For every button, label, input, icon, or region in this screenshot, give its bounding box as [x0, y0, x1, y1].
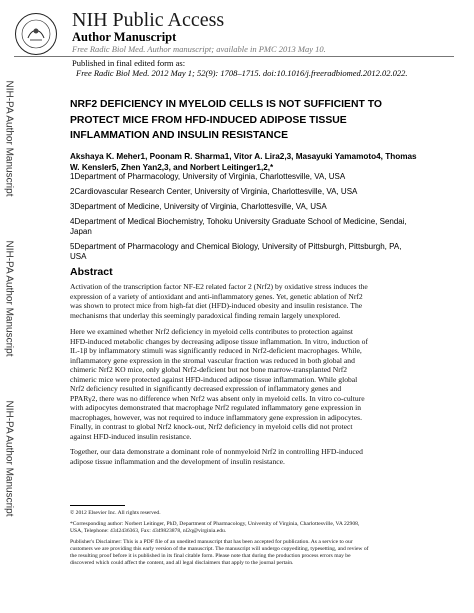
copyright-note: © 2012 Elsevier Inc. All rights reserved. [70, 510, 161, 516]
abstract-line: Finally, in contrast to global Nrf2 knock-out, Nrf2 deficiency in myeloid cells did not protect [70, 422, 353, 431]
published-label: Published in final edited form as: [72, 58, 186, 68]
side-label-middle [2, 218, 16, 378]
abstract-line: IL-1β by inflammatory stimuli was significantly reduced in Nrf2-deficient macrophages. While, [70, 346, 362, 355]
abstract-paragraph [70, 447, 415, 466]
affiliation-item-cont: Japan [70, 227, 92, 236]
footnote-line: customers we are providing this early version of the manuscript. The manuscript will undergo copyediting, typesetting, and review of [70, 546, 369, 552]
side-label-text: NIH-PA Author Manuscript [3, 240, 15, 356]
footnote-line: USA, Telephone: 4342436363, Fax: 4349823878, nl2q@virginia.edu. [70, 528, 227, 534]
article-title [70, 97, 410, 144]
publisher-disclaimer [70, 539, 415, 567]
author-line: Akshaya K. Meher1, Poonam R. Sharma1, Vitor A. Lira2,3, Masayuki Yamamoto4, Thomas [70, 152, 417, 161]
abstract-line: inflammatory gene expression in the stromal vascular fraction was reduced in both global and [70, 355, 355, 365]
title-line: INFLAMMATION AND INSULIN RESISTANCE [70, 130, 288, 141]
title-line: NRF2 DEFICIENCY IN MYELOID CELLS IS NOT SUFFICIENT TO [70, 99, 382, 110]
header-citation: Free Radic Biol Med. Author manuscript; available in PMC 2013 May 10. [72, 44, 326, 54]
abstract-line: Nrf2 deficiency resulted in significantly decreased expression of inflammatory genes and [70, 384, 342, 393]
affiliation-item: 1Department of Pharmacology, University of Virginia, Charlottesville, VA, USA [70, 172, 346, 181]
affiliation-item: 3Department of Medicine, University of Virginia, Charlottesville, VA, USA [70, 202, 327, 211]
author-list [70, 152, 417, 173]
abstract-paragraph [70, 327, 415, 441]
published-citation-text: Free Radic Biol Med. 2012 May 1; 52(9): 1708–1715. doi:10.1016/j.freeradbiomed.2012.02.022. [76, 68, 408, 78]
abstract-line: Together, our data demonstrate a dominant role of nonmyeloid Nrf2 in controlling HFD-induced [70, 447, 363, 456]
abstract-line: adipose tissue inflammation and the development of insulin resistance. [70, 456, 285, 466]
abstract-line: against HFD-induced insulin resistance. [70, 431, 192, 441]
abstract-line: HFD-induced metabolic changes by decreasing adipose tissue inflammation. In vitro, induction of [70, 336, 368, 346]
footnote-line: *Corresponding author: Norbert Leitinger, PhD, Department of Pharmacology, University of Virginia, Charlottesville, VA 22908, [70, 521, 360, 527]
abstract-line: expression of a variety of antioxidant and anti-inflammatory genes. Yet, genetic ablation of Nrf2 [70, 291, 363, 301]
footnote-divider [70, 505, 125, 506]
abstract-line: with adipocytes demonstrated that macrophage Nrf2 regulated inflammatory gene expression in [70, 403, 361, 412]
footnote-line: discovered which could affect the content, and all legal disclaimers that apply to the journal pertain. [70, 560, 294, 566]
abstract-line: Activation of the transcription factor NF-E2 related factor 2 (Nrf2) by oxidative stress induces the [70, 282, 368, 291]
published-citation [76, 68, 408, 78]
abstract-paragraph [70, 282, 415, 320]
abstract-line: mechanisms that underlay this seemingly paradoxical finding remain largely unexplored. [70, 310, 341, 320]
side-label-text: NIH-PA Author Manuscript [3, 80, 15, 196]
abstract-line: PPARγ2, there was no difference when Nrf2 was absent only in myeloid cells. In vitro co-culture [70, 393, 365, 403]
abstract-line: was shown to protect mice from high-fat diet (HFD)-induced obesity and insulin resistance. The [70, 301, 363, 310]
header-divider [14, 56, 454, 57]
abstract-line: Here we examined whether Nrf2 deficiency in myeloid cells contributes to protection against [70, 327, 353, 336]
abstract-line: chimeric mice were protected against HFD-induced adipose tissue inflammation. While global [70, 374, 358, 384]
header-title: NIH Public Access [72, 9, 225, 31]
corresponding-author-note [70, 521, 415, 535]
footnote-line: the resulting proof before it is published in its final citable form. Please note that during the production process errors may be [70, 553, 351, 559]
affiliation-item: 2Cardiovascular Research Center, University of Virginia, Charlottesville, VA, USA [70, 187, 358, 196]
side-label-top [2, 58, 16, 218]
nih-seal-logo [14, 12, 58, 56]
abstract-line: chimeric Nrf2 KO mice, only global Nrf2-deficient but not bone marrow-transplanted Nrf2 [70, 365, 348, 374]
title-line: PROTECT MICE FROM HFD-INDUCED ADIPOSE TISSUE [70, 114, 347, 126]
header-subtitle: Author Manuscript [72, 30, 177, 44]
affiliation-item-cont: USA [70, 252, 87, 261]
abstract-line: macrophages, however, was not required to induce inflammatory gene expression in adipocytes. [70, 412, 362, 422]
affiliation-item: 4Department of Medical Biochemistry, Tohoku University Graduate School of Medicine, Sendai, [70, 217, 407, 226]
affiliation-item: 5Department of Pharmacology and Chemical Biology, University of Pittsburgh, Pittsburgh, PA, [70, 242, 402, 251]
footnote-line: Publisher's Disclaimer: This is a PDF file of an unedited manuscript that has been accepted for publication. As a service to our [70, 539, 353, 545]
side-label-text: NIH-PA Author Manuscript [3, 400, 15, 516]
abstract-heading: Abstract [70, 266, 113, 278]
side-label-bottom [2, 378, 16, 538]
author-line: W. Kensler5, Zhen Yan2,3, and Norbert Leitinger1,2,* [70, 162, 274, 172]
